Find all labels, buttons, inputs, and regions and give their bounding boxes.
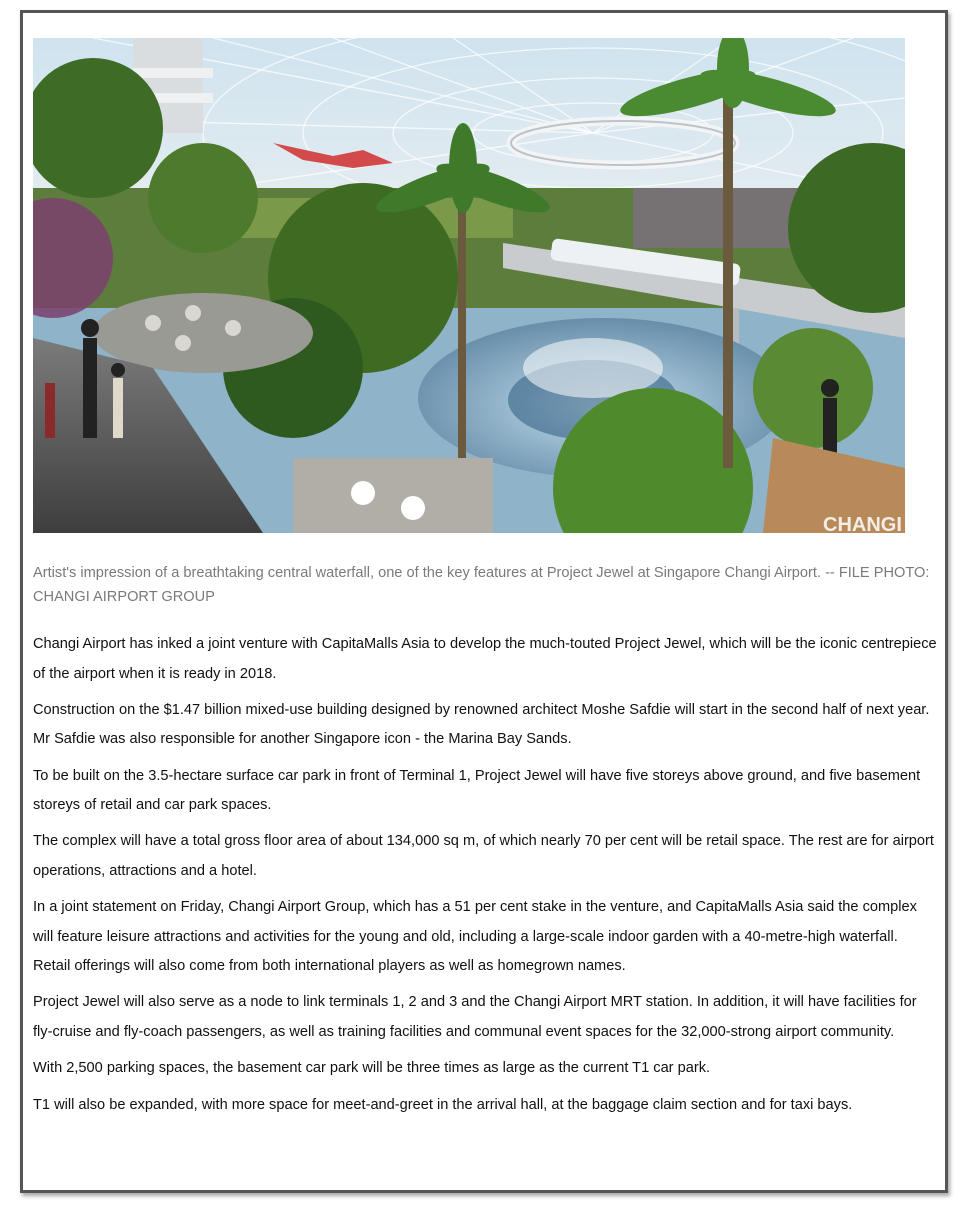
paragraph-7: With 2,500 parking spaces, the basement car park will be three times as large as the current T1 car park.: [33, 1060, 711, 1077]
paragraph-4: The complex will have a total gross floor area of about 134,000 sq m, of which nearly 70 per cent will be retail space. The rest are for airport operations, attractions and a hotel.: [33, 833, 934, 879]
article-body: [33, 630, 938, 1127]
paragraph-1: Changi Airport has inked a joint venture with CapitaMalls Asia to develop the much-touted Project Jewel, which will be the iconic centrepiece of the airport when it is ready in 2018.: [33, 636, 937, 682]
paragraph-3: To be built on the 3.5-hectare surface car park in front of Terminal 1, Project Jewel will have five storeys above ground, and five basement storeys of retail and car park spaces.: [33, 767, 921, 814]
paragraph-2: Construction on the $1.47 billion mixed-use building designed by renowned architect Moshe Safdie will start in the second half of next year. Mr Safdie was also responsible for another Singapore icon - the Marina Bay Sands.: [33, 701, 930, 748]
changi-watermark: CHANGI: [823, 514, 902, 533]
photo-caption: Artist's impression of a breathtaking central waterfall, one of the key features at Project Jewel at Singapore Changi Airport. -- FILE PHOTO: CHANGI AIRPORT GROUP: [33, 565, 930, 605]
paragraph-5: In a joint statement on Friday, Changi Airport Group, which has a 51 per cent stake in the venture, and CapitaMalls Asia said the complex will feature leisure attractions and activities for the young and old, including a large-scale indoor garden with a 40-metre-high waterfall. Retail offerings will also come from both international players as well as homegrown names.: [33, 899, 917, 975]
paragraph-8: T1 will also be expanded, with more space for meet-and-greet in the arrival hall, at the baggage claim section and for taxi bays.: [33, 1096, 853, 1113]
paragraph-6: Project Jewel will also serve as a node to link terminals 1, 2 and 3 and the Changi Airport MRT station. In addition, it will have facilities for fly-cruise and fly-coach passengers, as well as training facilities and communal event spaces for the 32,000-strong airport community.: [33, 994, 917, 1040]
waterfall-photo: [33, 38, 905, 533]
